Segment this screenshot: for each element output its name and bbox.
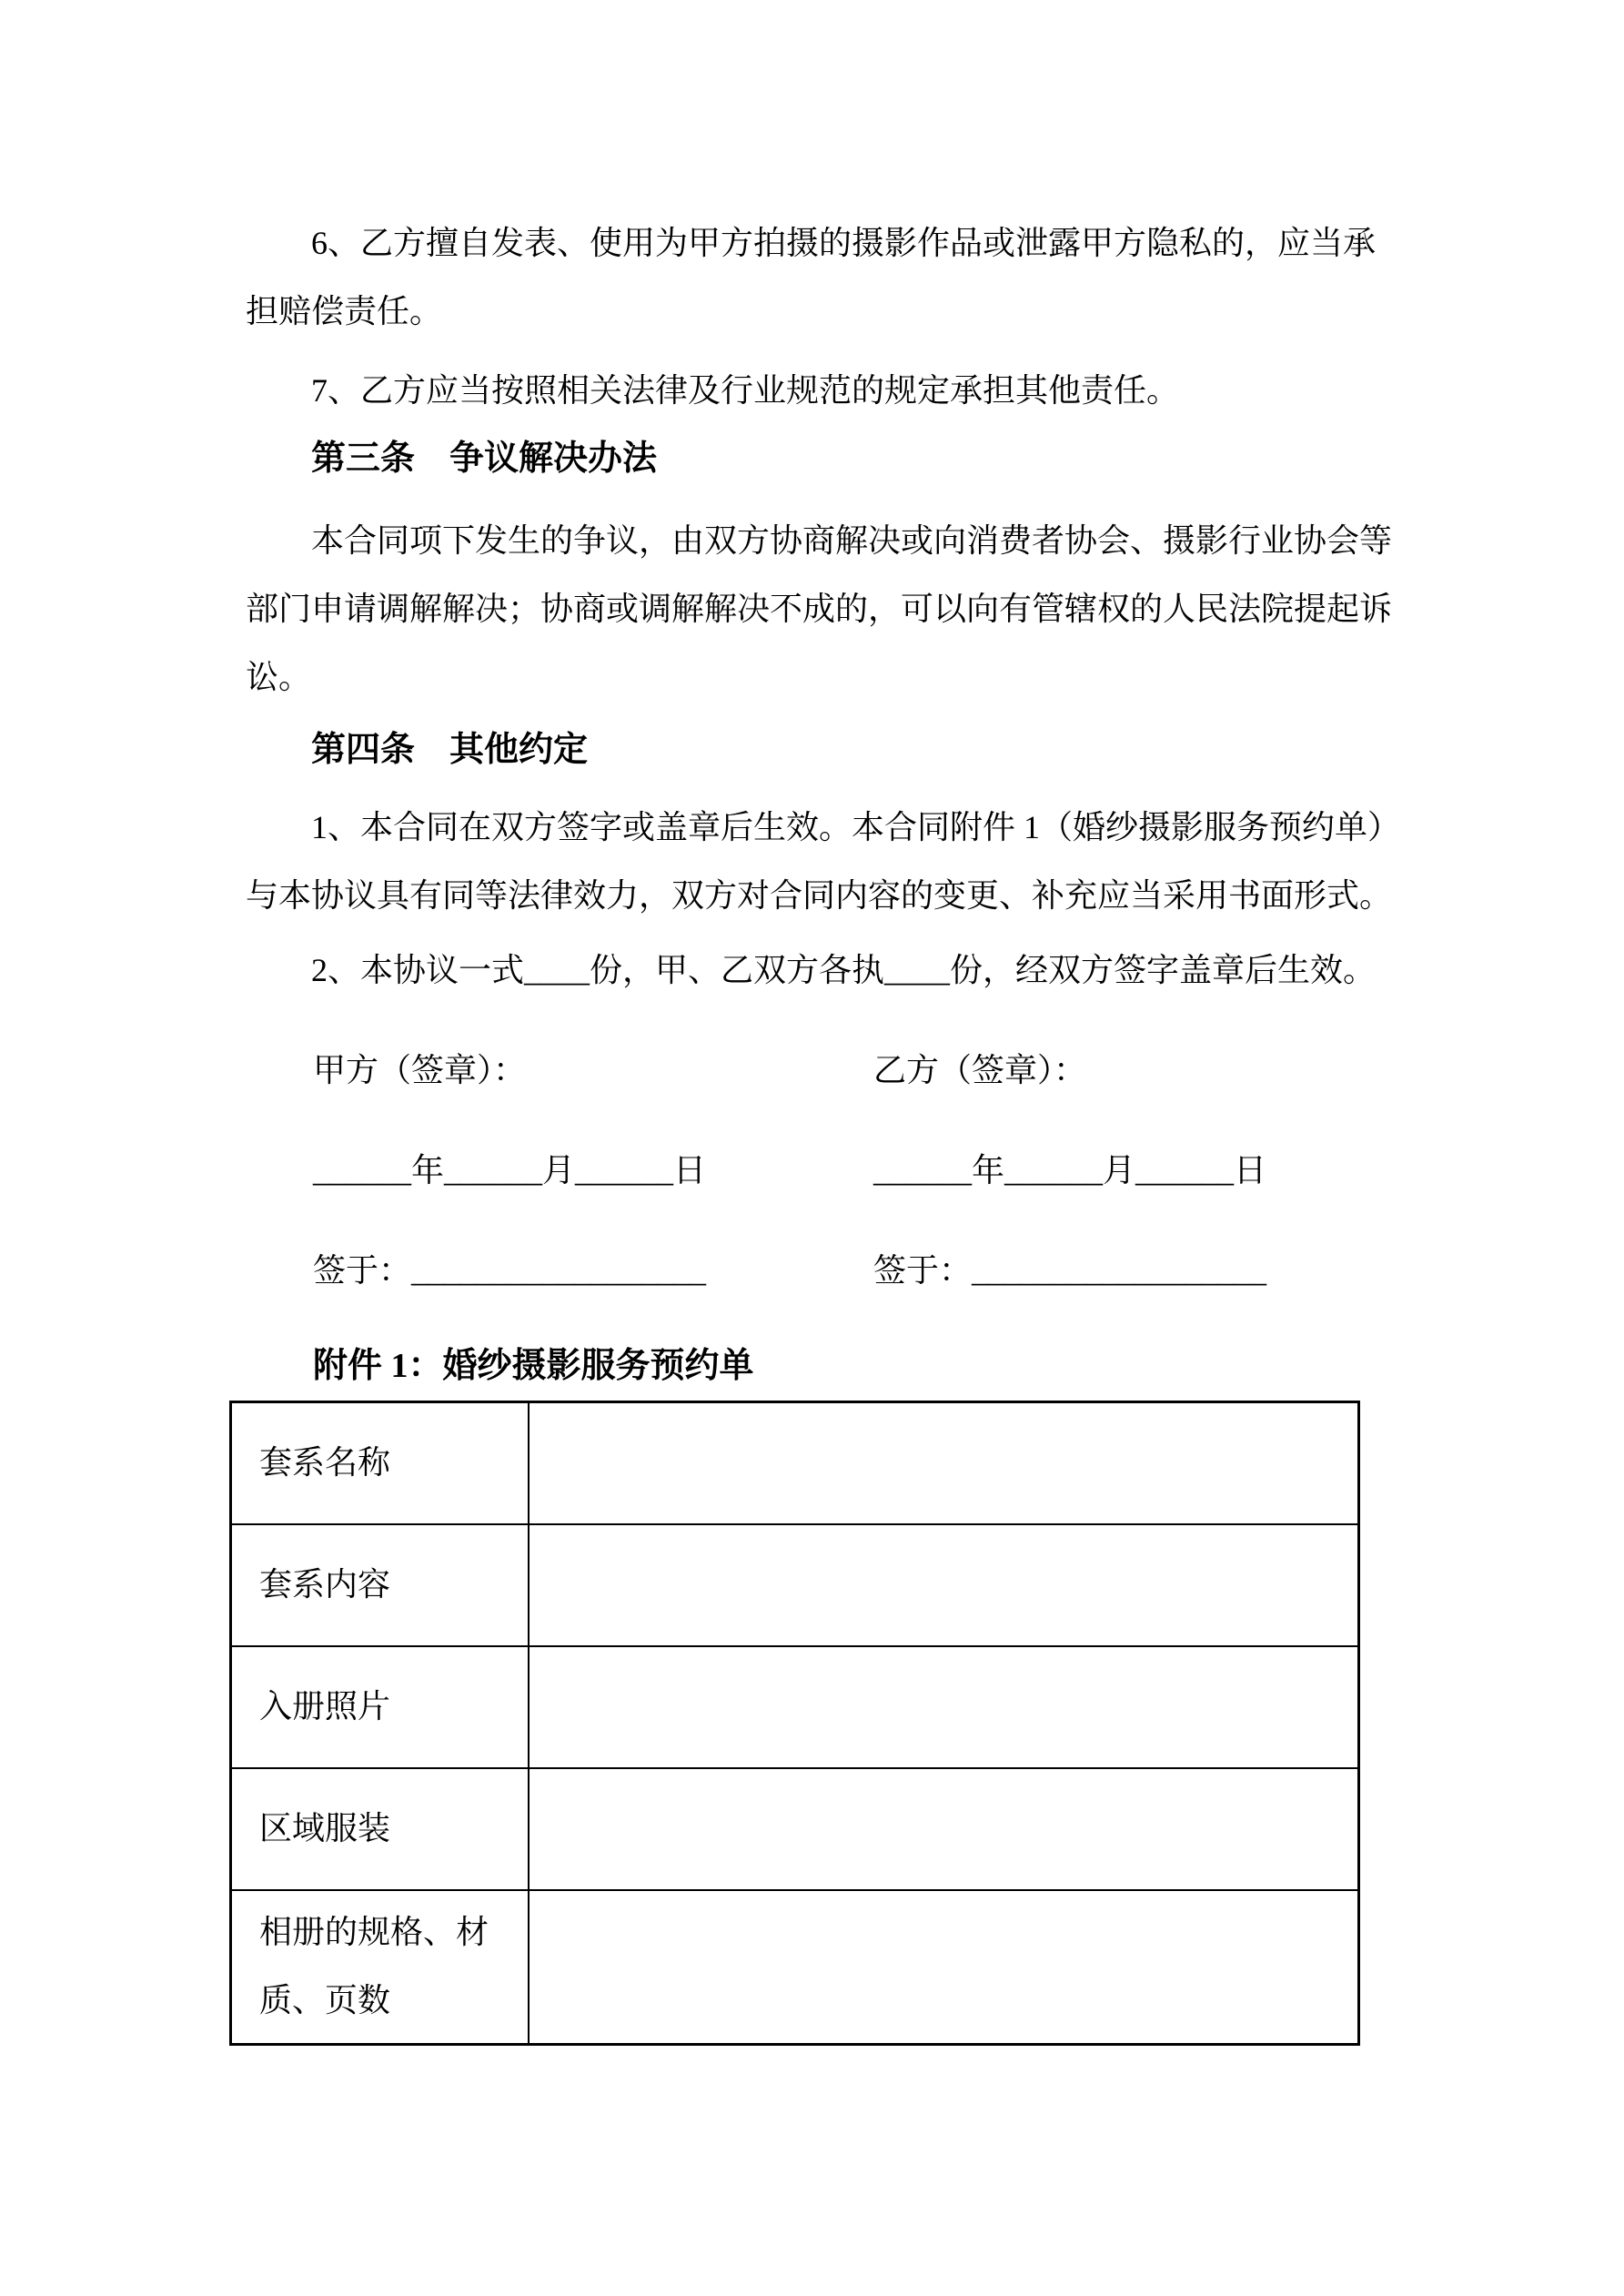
party-b-date-line: ______年______月______日 — [873, 1152, 1266, 1188]
party-a-signature-label: 甲方（签章）： — [313, 1052, 527, 1088]
row-label — [231, 1890, 530, 2045]
attachment-heading: 附件 1：婚纱摄影服务预约单 — [313, 1347, 754, 1385]
table-row-area-costumes — [231, 1768, 1359, 1890]
article3-line-1: 本合同项下发生的争议，由双方协商解决或向消费者协会、摄影行业协会等 — [311, 522, 1393, 559]
article3-line-3: 讼。 — [246, 659, 312, 695]
party-a-date-line: ______年______月______日 — [313, 1152, 706, 1188]
clause6-line-1: 6、乙方擅自发表、使用为甲方拍摄的摄影作品或泄露甲方隐私的，应当承 — [311, 225, 1377, 261]
article4-item1-paragraph — [246, 794, 1442, 930]
booking-form-table — [229, 1401, 1360, 2046]
party-b-sign-at-line: 签于：__________________ — [873, 1252, 1267, 1289]
table-row-package-content — [231, 1524, 1359, 1646]
row-value-cell — [529, 1402, 1359, 1524]
article3-heading: 第三条 争议解决办法 — [311, 440, 658, 478]
article4-item2-paragraph — [246, 936, 1442, 1005]
article4-item1-line-2: 与本协议具有同等法律效力，双方对合同内容的变更、补充应当采用书面形式。 — [246, 877, 1393, 914]
party-a-signature-column — [313, 1037, 706, 1337]
clause6-line-2: 担赔偿责任。 — [246, 293, 443, 329]
row-label: 区域服装 — [231, 1768, 530, 1890]
signature-block — [246, 1037, 1442, 1305]
article3-line-2: 部门申请调解解决；协商或调解解决不成的，可以向有管辖权的人民法院提起诉 — [246, 591, 1393, 627]
party-b-signature-label: 乙方（签章）： — [873, 1052, 1087, 1088]
row-value-cell — [529, 1890, 1359, 2045]
row-label-line-2: 质、页数 — [259, 1982, 391, 2019]
clause7-paragraph — [246, 357, 1442, 425]
row-label-line-1: 相册的规格、材 — [259, 1914, 489, 1951]
row-label: 入册照片 — [231, 1646, 530, 1768]
article4-heading: 第四条 其他约定 — [311, 731, 589, 769]
row-value-cell — [529, 1646, 1359, 1768]
row-value-cell — [529, 1524, 1359, 1646]
article3-paragraph — [246, 507, 1442, 712]
row-label: 套系内容 — [231, 1524, 530, 1646]
table-row-package-name — [231, 1402, 1359, 1524]
party-b-signature-column — [873, 1037, 1266, 1337]
party-a-sign-at-line: 签于：__________________ — [313, 1252, 707, 1289]
clause7-line-1: 7、乙方应当按照相关法律及行业规范的规定承担其他责任。 — [311, 372, 1180, 409]
clause6-paragraph — [246, 209, 1442, 346]
table-row-album-photos — [231, 1646, 1359, 1768]
table-row-album-specs — [231, 1890, 1359, 2045]
row-label: 套系名称 — [231, 1402, 530, 1524]
row-value-cell — [529, 1768, 1359, 1890]
article4-item2-line-1: 2、本协议一式____份，甲、乙双方各执____份，经双方签字盖章后生效。 — [311, 952, 1377, 988]
article4-item1-line-1: 1、本合同在双方签字或盖章后生效。本合同附件 1（婚纱摄影服务预约单） — [311, 809, 1401, 845]
